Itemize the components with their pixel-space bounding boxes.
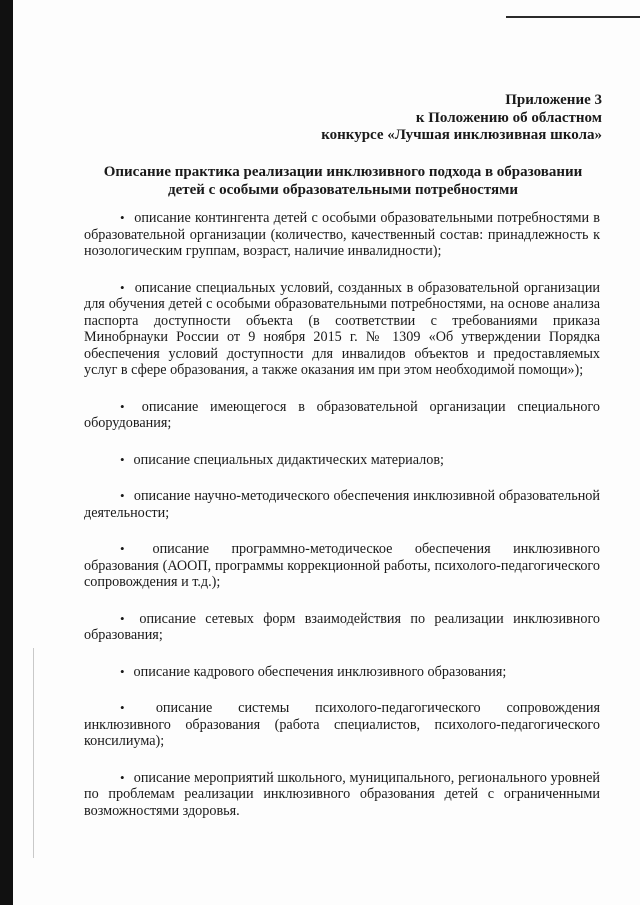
- top-rule-line: [506, 16, 640, 18]
- bullet-icon: •: [120, 210, 125, 225]
- bullet-icon: •: [120, 541, 125, 556]
- appendix-line: конкурсе «Лучшая инклюзивная школа»: [321, 127, 602, 143]
- list-item: [84, 611, 600, 644]
- list-item-text: описание кадрового обеспечения инклюзивного образования;: [133, 663, 507, 680]
- bullet-icon: •: [120, 700, 125, 715]
- bullet-icon: •: [120, 610, 125, 626]
- title-line: Описание практика реализации инклюзивного подхода в образовании: [103, 164, 583, 180]
- list-item: [84, 210, 600, 260]
- list-item: [84, 770, 600, 820]
- list-item-text: описание имеющегося в образовательной организации специального оборудования;: [84, 398, 600, 431]
- bullet-icon: •: [120, 488, 125, 503]
- list-item: [84, 399, 600, 432]
- list-item: [84, 452, 600, 469]
- scan-edge-bar: [0, 0, 13, 905]
- document-title: [84, 163, 602, 199]
- bullet-icon: •: [120, 663, 125, 679]
- list-item-text: описание научно-методического обеспечения инклюзивной образовательной деятельности;: [84, 488, 600, 521]
- scan-artifact-line: [33, 648, 34, 858]
- list-item: [84, 488, 600, 521]
- list-item-text: описание мероприятий школьного, муниципального, регионального уровней по проблемам реализации инклюзивного образования детей с ограниченными возможностями здоровья.: [84, 769, 600, 819]
- appendix-line: к Положению об областном: [415, 109, 602, 126]
- bullet-icon: •: [120, 279, 125, 295]
- title-line: детей с особыми образовательными потребностями: [168, 182, 518, 198]
- list-item-text: описание программно-методическое обеспечения инклюзивного образования (АООП, программы коррекционной работы, психолого-педагогического сопровождения и т.д.);: [84, 541, 601, 590]
- appendix-header: [262, 92, 602, 145]
- list-item-text: описание специальных условий, созданных в образовательной организации для обучения детей с особыми образовательными потребностями, на основе анализа паспорта доступности объекта (в соответствии с требованиями приказа Минобрнауки России от 9 ноября 2015 г. № 1309 «Об утверждении Порядка обеспечения условий доступности для инвалидов объектов и предоставляемых услуг в сфере образования, а также оказания им при этом необходимой помощи»);: [84, 279, 600, 378]
- list-item: [84, 664, 600, 681]
- bullet-icon: •: [120, 398, 125, 414]
- list-item-text: описание системы психолого-педагогического сопровождения инклюзивного образования (работа специалистов, психолого-педагогического консилиума);: [84, 700, 600, 749]
- list-item: [84, 541, 600, 591]
- bullet-icon: •: [120, 769, 125, 785]
- list-item-text: описание специальных дидактических материалов;: [133, 451, 444, 468]
- list-item: [84, 280, 600, 379]
- requirements-list: [84, 210, 600, 839]
- appendix-line: Приложение 3: [505, 92, 602, 108]
- list-item-text: описание контингента детей с особыми образовательными потребностями в образовательной организации (количество, качественный состав: принадлежность к нозологическим группам, возраст, наличие инвалидности);: [84, 210, 601, 259]
- list-item: [84, 700, 600, 750]
- list-item-text: описание сетевых форм взаимодействия по реализации инклюзивного образования;: [84, 610, 601, 643]
- bullet-icon: •: [120, 451, 125, 467]
